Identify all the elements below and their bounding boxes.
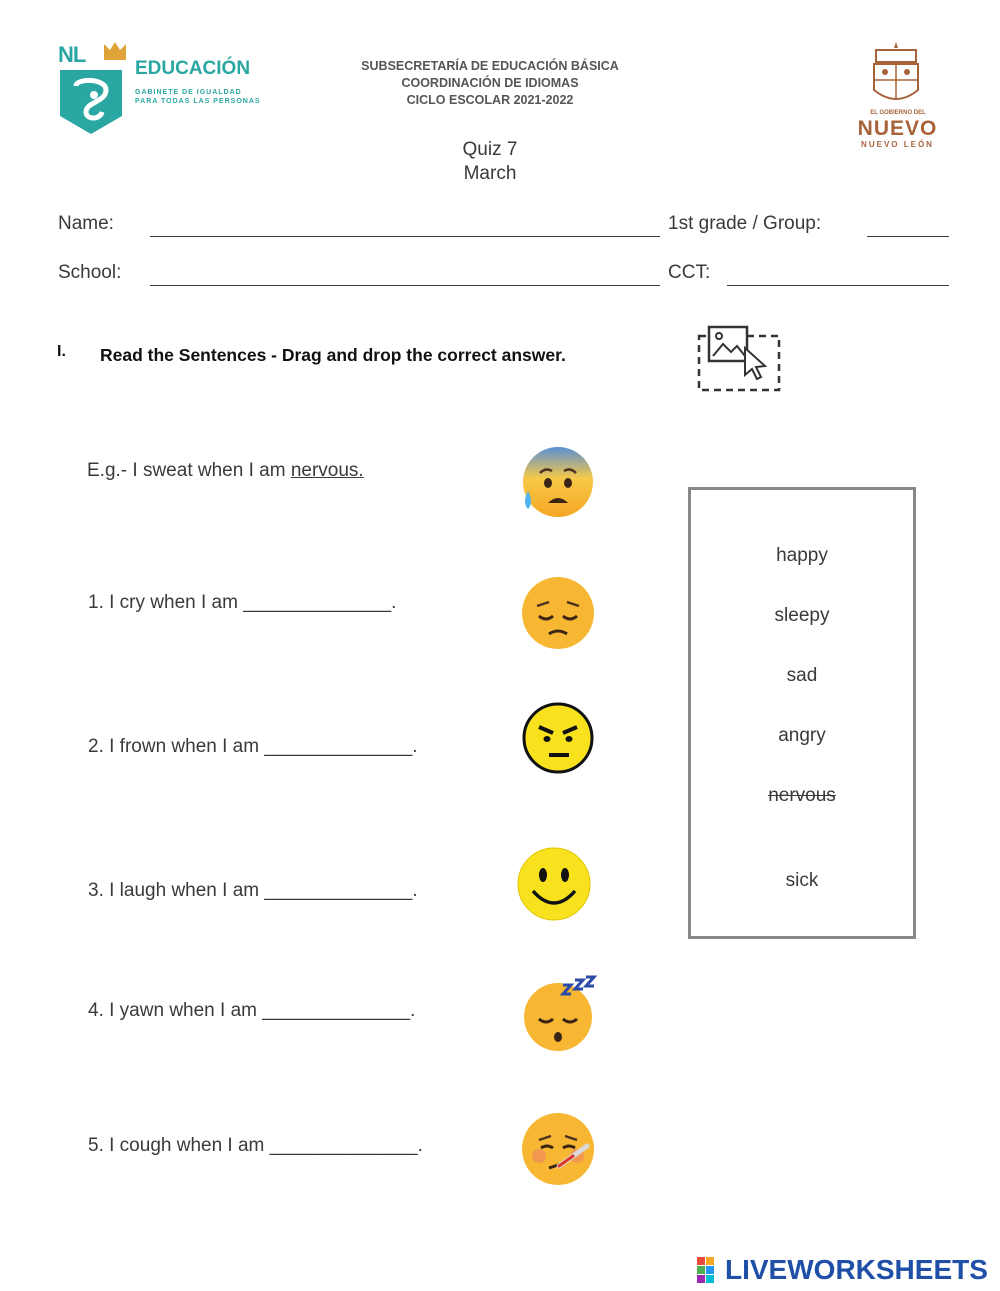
- name-field[interactable]: [150, 236, 660, 237]
- nl-logo-text: NL: [58, 42, 86, 67]
- gov-big-text: NUEVO: [857, 117, 938, 140]
- word-sick[interactable]: sick: [785, 870, 819, 891]
- header-line-3: CICLO ESCOLAR 2021-2022: [406, 93, 574, 107]
- grade-group-field[interactable]: [867, 236, 949, 237]
- shield-logo-icon: [58, 68, 124, 136]
- gov-state-text: NUEVO LEÓN: [861, 140, 934, 149]
- sick-thermometer-face-icon: [519, 1110, 597, 1188]
- sentence-3[interactable]: 3. I laugh when I am ______________.: [88, 880, 418, 901]
- quiz-title: Quiz 7: [462, 139, 518, 160]
- anxious-sweat-face-icon: [518, 443, 596, 521]
- grade-group-label: 1st grade / Group:: [668, 213, 822, 234]
- cct-label: CCT:: [668, 262, 711, 283]
- word-happy[interactable]: happy: [776, 545, 828, 566]
- sentence-4[interactable]: 4. I yawn when I am ______________.: [88, 1000, 416, 1021]
- coat-of-arms-icon: [868, 40, 924, 108]
- sentence-1[interactable]: 1. I cry when I am ______________.: [88, 592, 397, 613]
- school-label: School:: [58, 262, 122, 283]
- liveworksheets-brand: LIVEWORKSHEETS: [725, 1254, 988, 1285]
- smiling-face-icon: [515, 845, 593, 923]
- school-field[interactable]: [150, 285, 660, 286]
- liveworksheets-logo-icon: [697, 1257, 723, 1283]
- example-answer: nervous.: [290, 460, 364, 481]
- sentence-5[interactable]: 5. I cough when I am ______________.: [88, 1135, 423, 1156]
- sentence-2[interactable]: 2. I frown when I am ______________.: [88, 736, 418, 757]
- cct-field[interactable]: [727, 285, 949, 286]
- pensive-face-icon: [519, 574, 597, 652]
- angry-face-icon: [519, 699, 597, 777]
- instruction-text: Read the Sentences - Drag and drop the correct answer.: [100, 345, 566, 365]
- drag-drop-icon: [695, 322, 783, 394]
- crown-icon: [104, 42, 126, 60]
- quiz-month: March: [463, 163, 517, 184]
- education-subtitle: GABINETE DE IGUALDAD PARA TODAS LAS PERSONAS: [135, 89, 261, 105]
- gov-small-text: EL GOBIERNO DEL: [870, 110, 926, 116]
- header-lines: [330, 58, 650, 109]
- sleeping-face-icon: [519, 975, 597, 1053]
- header-line-2: COORDINACIÓN DE IDIOMAS: [401, 76, 579, 90]
- example-sentence: [87, 460, 364, 482]
- quiz-heading: [400, 138, 580, 186]
- word-sleepy[interactable]: sleepy: [774, 605, 830, 626]
- example-prefix: E.g.- I sweat when I am: [87, 460, 291, 481]
- word-angry[interactable]: angry: [778, 725, 826, 746]
- education-title: EDUCACIÓN: [135, 58, 251, 79]
- word-nervous-used: nervous: [768, 785, 836, 806]
- header-line-1: SUBSECRETARÍA DE EDUCACIÓN BÁSICA: [361, 59, 619, 73]
- word-sad[interactable]: sad: [786, 665, 818, 686]
- name-label: Name:: [58, 213, 114, 234]
- section-number: I.: [57, 343, 66, 360]
